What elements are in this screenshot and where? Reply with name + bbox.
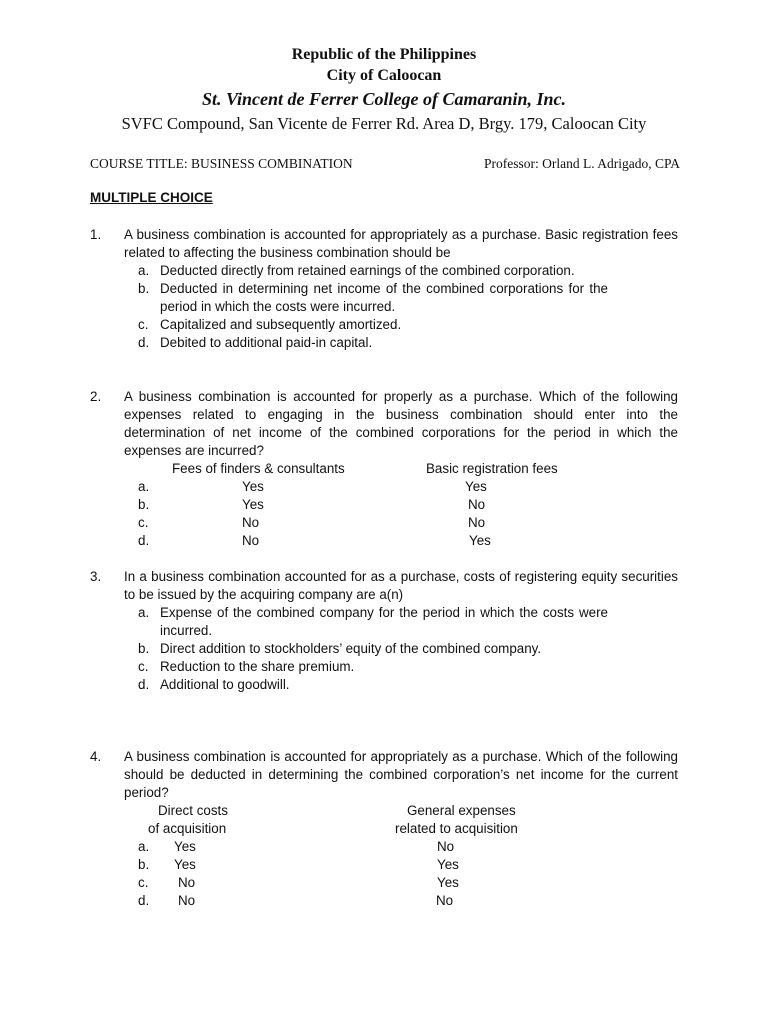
answer-cell: No bbox=[437, 839, 455, 854]
answer-row-a bbox=[90, 838, 678, 856]
option-text: Additional to goodwill. bbox=[160, 677, 290, 692]
answer-table-header bbox=[90, 820, 678, 838]
option-text: Direct addition to stockholders’ equity of the combined company. bbox=[160, 641, 542, 656]
answer-table-header bbox=[90, 802, 678, 820]
option-letter: a. bbox=[138, 479, 150, 494]
option-letter: d. bbox=[138, 893, 150, 908]
option-letter: c. bbox=[138, 659, 149, 674]
answer-cell: Yes bbox=[242, 497, 264, 512]
option-c bbox=[138, 316, 608, 334]
answer-cell: No bbox=[178, 875, 196, 890]
option-letter: d. bbox=[138, 677, 150, 692]
option-text: Capitalized and subsequently amortized. bbox=[160, 317, 402, 332]
option-letter: d. bbox=[138, 335, 150, 350]
answer-cell: No bbox=[468, 497, 486, 512]
option-letter: c. bbox=[138, 875, 149, 890]
option-b bbox=[138, 280, 608, 316]
professor-name: Professor: Orland L. Adrigado, CPA bbox=[484, 156, 680, 171]
answer-cell: Yes bbox=[174, 857, 196, 872]
option-c bbox=[138, 658, 608, 676]
answer-row-c bbox=[90, 514, 678, 532]
question-number: 4. bbox=[90, 749, 102, 764]
section-title: MULTIPLE CHOICE bbox=[90, 190, 213, 205]
question-number: 2. bbox=[90, 389, 102, 404]
course-title: COURSE TITLE: BUSINESS COMBINATION bbox=[90, 156, 353, 171]
option-letter: b. bbox=[138, 857, 150, 872]
answer-cell: No bbox=[242, 533, 260, 548]
option-letter: c. bbox=[138, 515, 149, 530]
question-1 bbox=[90, 226, 678, 352]
column-header: General expenses bbox=[407, 803, 516, 818]
answer-cell: Yes bbox=[469, 533, 491, 548]
option-d bbox=[138, 334, 608, 352]
option-b bbox=[138, 640, 608, 658]
option-letter: a. bbox=[138, 263, 150, 278]
option-letter: b. bbox=[138, 497, 150, 512]
question-stem: A business combination is accounted for properly as a purchase. Which of the following expenses related to engaging in the business combination should enter into the determination of net income of the combined corporations for the period in which the expenses are incurred? bbox=[124, 389, 678, 458]
answer-cell: Yes bbox=[437, 875, 459, 890]
answer-cell: Yes bbox=[437, 857, 459, 872]
option-a bbox=[138, 262, 608, 280]
column-header: Basic registration fees bbox=[426, 461, 558, 476]
answer-row-b bbox=[90, 496, 678, 514]
header-address: SVFC Compound, San Vicente de Ferrer Rd. Area D, Brgy. 179, Caloocan City bbox=[121, 114, 647, 133]
header-republic: Republic of the Philippines bbox=[291, 46, 477, 63]
option-text: Deducted in determining net income of the combined corporations for the period in which the costs were incurred. bbox=[160, 281, 608, 314]
column-header: Direct costs bbox=[158, 803, 228, 818]
option-a bbox=[138, 604, 608, 640]
question-stem: A business combination is accounted for appropriately as a purchase. Which of the following should be deducted in determining the combined corporation’s net income for the current period? bbox=[124, 749, 678, 800]
answer-cell: No bbox=[436, 893, 454, 908]
answer-cell: No bbox=[468, 515, 486, 530]
answer-cell: Yes bbox=[465, 479, 487, 494]
header-college-name: St. Vincent de Ferrer College of Camaranin, Inc. bbox=[201, 89, 567, 109]
answer-cell: No bbox=[178, 893, 196, 908]
option-letter: c. bbox=[138, 317, 149, 332]
answer-row-b bbox=[90, 856, 678, 874]
answer-table-header bbox=[90, 460, 678, 478]
answer-cell: No bbox=[242, 515, 260, 530]
answer-cell: Yes bbox=[242, 479, 264, 494]
question-stem: In a business combination accounted for as a purchase, costs of registering equity securities to be issued by the acquiring company are a(n) bbox=[124, 569, 678, 602]
option-text: Reduction to the share premium. bbox=[160, 659, 355, 674]
option-text: Expense of the combined company for the period in which the costs were incurred. bbox=[160, 605, 608, 638]
header-city: City of Caloocan bbox=[326, 67, 442, 84]
option-letter: a. bbox=[138, 839, 150, 854]
question-3 bbox=[90, 568, 678, 694]
column-header: of acquisition bbox=[148, 821, 227, 836]
question-number: 1. bbox=[90, 227, 102, 242]
question-2 bbox=[90, 388, 678, 550]
option-text: Debited to additional paid-in capital. bbox=[160, 335, 373, 350]
column-header: Fees of finders & consultants bbox=[172, 461, 345, 476]
option-text: Deducted directly from retained earnings of the combined corporation. bbox=[160, 263, 575, 278]
answer-row-d bbox=[90, 532, 678, 550]
question-number: 3. bbox=[90, 569, 102, 584]
option-d bbox=[138, 676, 608, 694]
answer-row-a bbox=[90, 478, 678, 496]
answer-row-c bbox=[90, 874, 678, 892]
answer-cell: Yes bbox=[174, 839, 196, 854]
column-header: related to acquisition bbox=[395, 821, 518, 836]
question-stem: A business combination is accounted for appropriately as a purchase. Basic registration fees related to affecting the business combination should be bbox=[124, 227, 678, 260]
option-letter: b. bbox=[138, 641, 150, 656]
option-letter: a. bbox=[138, 605, 150, 620]
answer-row-d bbox=[90, 892, 678, 910]
question-4 bbox=[90, 748, 678, 910]
option-letter: d. bbox=[138, 533, 150, 548]
option-letter: b. bbox=[138, 281, 150, 296]
